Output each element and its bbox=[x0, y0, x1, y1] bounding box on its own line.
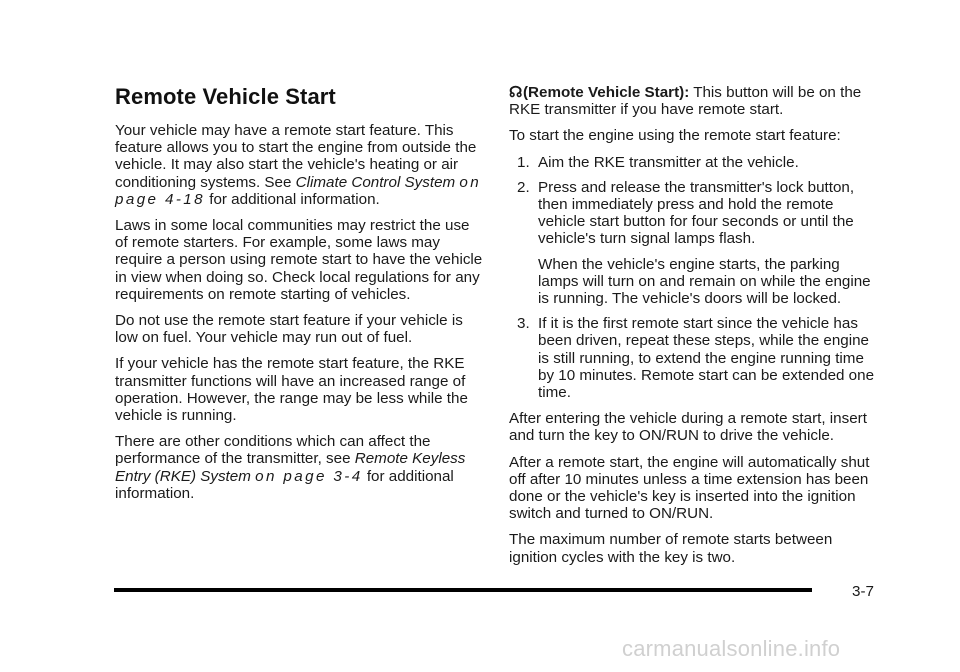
step-number: 1. bbox=[517, 153, 530, 171]
rke-system-link-title: Remote Keyless Entry (RKE) System bbox=[115, 450, 466, 485]
fuel-paragraph: Do not use the remote start feature if your vehicle is low on fuel. Your vehicle may run out of fuel. bbox=[115, 312, 463, 347]
step-text: If it is the first remote start since the vehicle has been driven, repeat these steps, while the engine is still running, to extend the engine running time by 10 minutes. Remote start can be extended one time. bbox=[538, 315, 875, 402]
range-paragraph: If your vehicle has the remote start feature, the RKE transmitter functions will have an increased range of operation. However, the range may be less while the vehicle is running. bbox=[115, 355, 468, 425]
conditions-after-text: for additional information. bbox=[115, 467, 454, 502]
footer-rule bbox=[114, 588, 812, 592]
button-description bbox=[509, 84, 881, 118]
step-text: Aim the RKE transmitter at the vehicle. bbox=[538, 153, 799, 171]
list-item bbox=[509, 315, 881, 401]
section-heading: Remote Vehicle Start bbox=[115, 84, 336, 109]
page-number: 3-7 bbox=[852, 583, 874, 600]
remote-start-icon: ☊ bbox=[509, 84, 523, 101]
left-column bbox=[115, 84, 485, 511]
step-number: 2. bbox=[517, 178, 530, 196]
conditions-paragraph bbox=[115, 433, 485, 502]
step-subtext: When the vehicle's engine starts, the parking lamps will turn on and remain on while the engine is running. The vehicle's doors will be locked. bbox=[538, 255, 871, 308]
steps-intro: To start the engine using the remote start feature: bbox=[509, 127, 841, 145]
rke-system-link-page: on page 3-4 bbox=[255, 467, 363, 485]
watermark: carmanualsonline.info bbox=[622, 636, 841, 661]
auto-shutoff-paragraph: After a remote start, the engine will automatically shut off after 10 minutes unless a time extension has been done or the vehicle's key is inserted into the ignition switch and turned to ON/RUN. bbox=[509, 453, 870, 523]
after-entering-paragraph: After entering the vehicle during a remote start, insert and turn the key to ON/RUN to drive the vehicle. bbox=[509, 410, 867, 445]
list-item bbox=[509, 154, 881, 171]
button-title: (Remote Vehicle Start): bbox=[523, 84, 690, 101]
right-column bbox=[509, 84, 881, 575]
max-starts-paragraph: The maximum number of remote starts between ignition cycles with the key is two. bbox=[509, 531, 833, 566]
list-item bbox=[509, 179, 881, 307]
steps-list bbox=[509, 154, 881, 402]
intro-paragraph bbox=[115, 122, 485, 208]
climate-control-link-title: Climate Control System bbox=[295, 173, 456, 191]
laws-paragraph: Laws in some local communities may restrict the use of remote starters. For example, some laws may require a person using remote start to have the vehicle in view when doing so. Check local regulations for any requirements on remote starting of vehicles. bbox=[115, 217, 483, 303]
step-text: Press and release the transmitter's lock button, then immediately press and hold the remote vehicle start button for four seconds or until the vehicle's turn signal lamps flash. bbox=[538, 178, 855, 248]
climate-control-link-page: on page 4-18 bbox=[115, 173, 482, 208]
intro-text: Your vehicle may have a remote start feature. This feature allows you to start the engine from outside the vehicle. It may also start the vehicle's heating or air conditioning systems. See bbox=[115, 122, 477, 191]
button-desc-text: This button will be on the RKE transmitter if you have remote start. bbox=[509, 84, 862, 119]
step-number: 3. bbox=[517, 315, 530, 333]
conditions-text: There are other conditions which can affect the performance of the transmitter, see bbox=[115, 433, 431, 468]
intro-after-text: for additional information. bbox=[205, 190, 380, 208]
